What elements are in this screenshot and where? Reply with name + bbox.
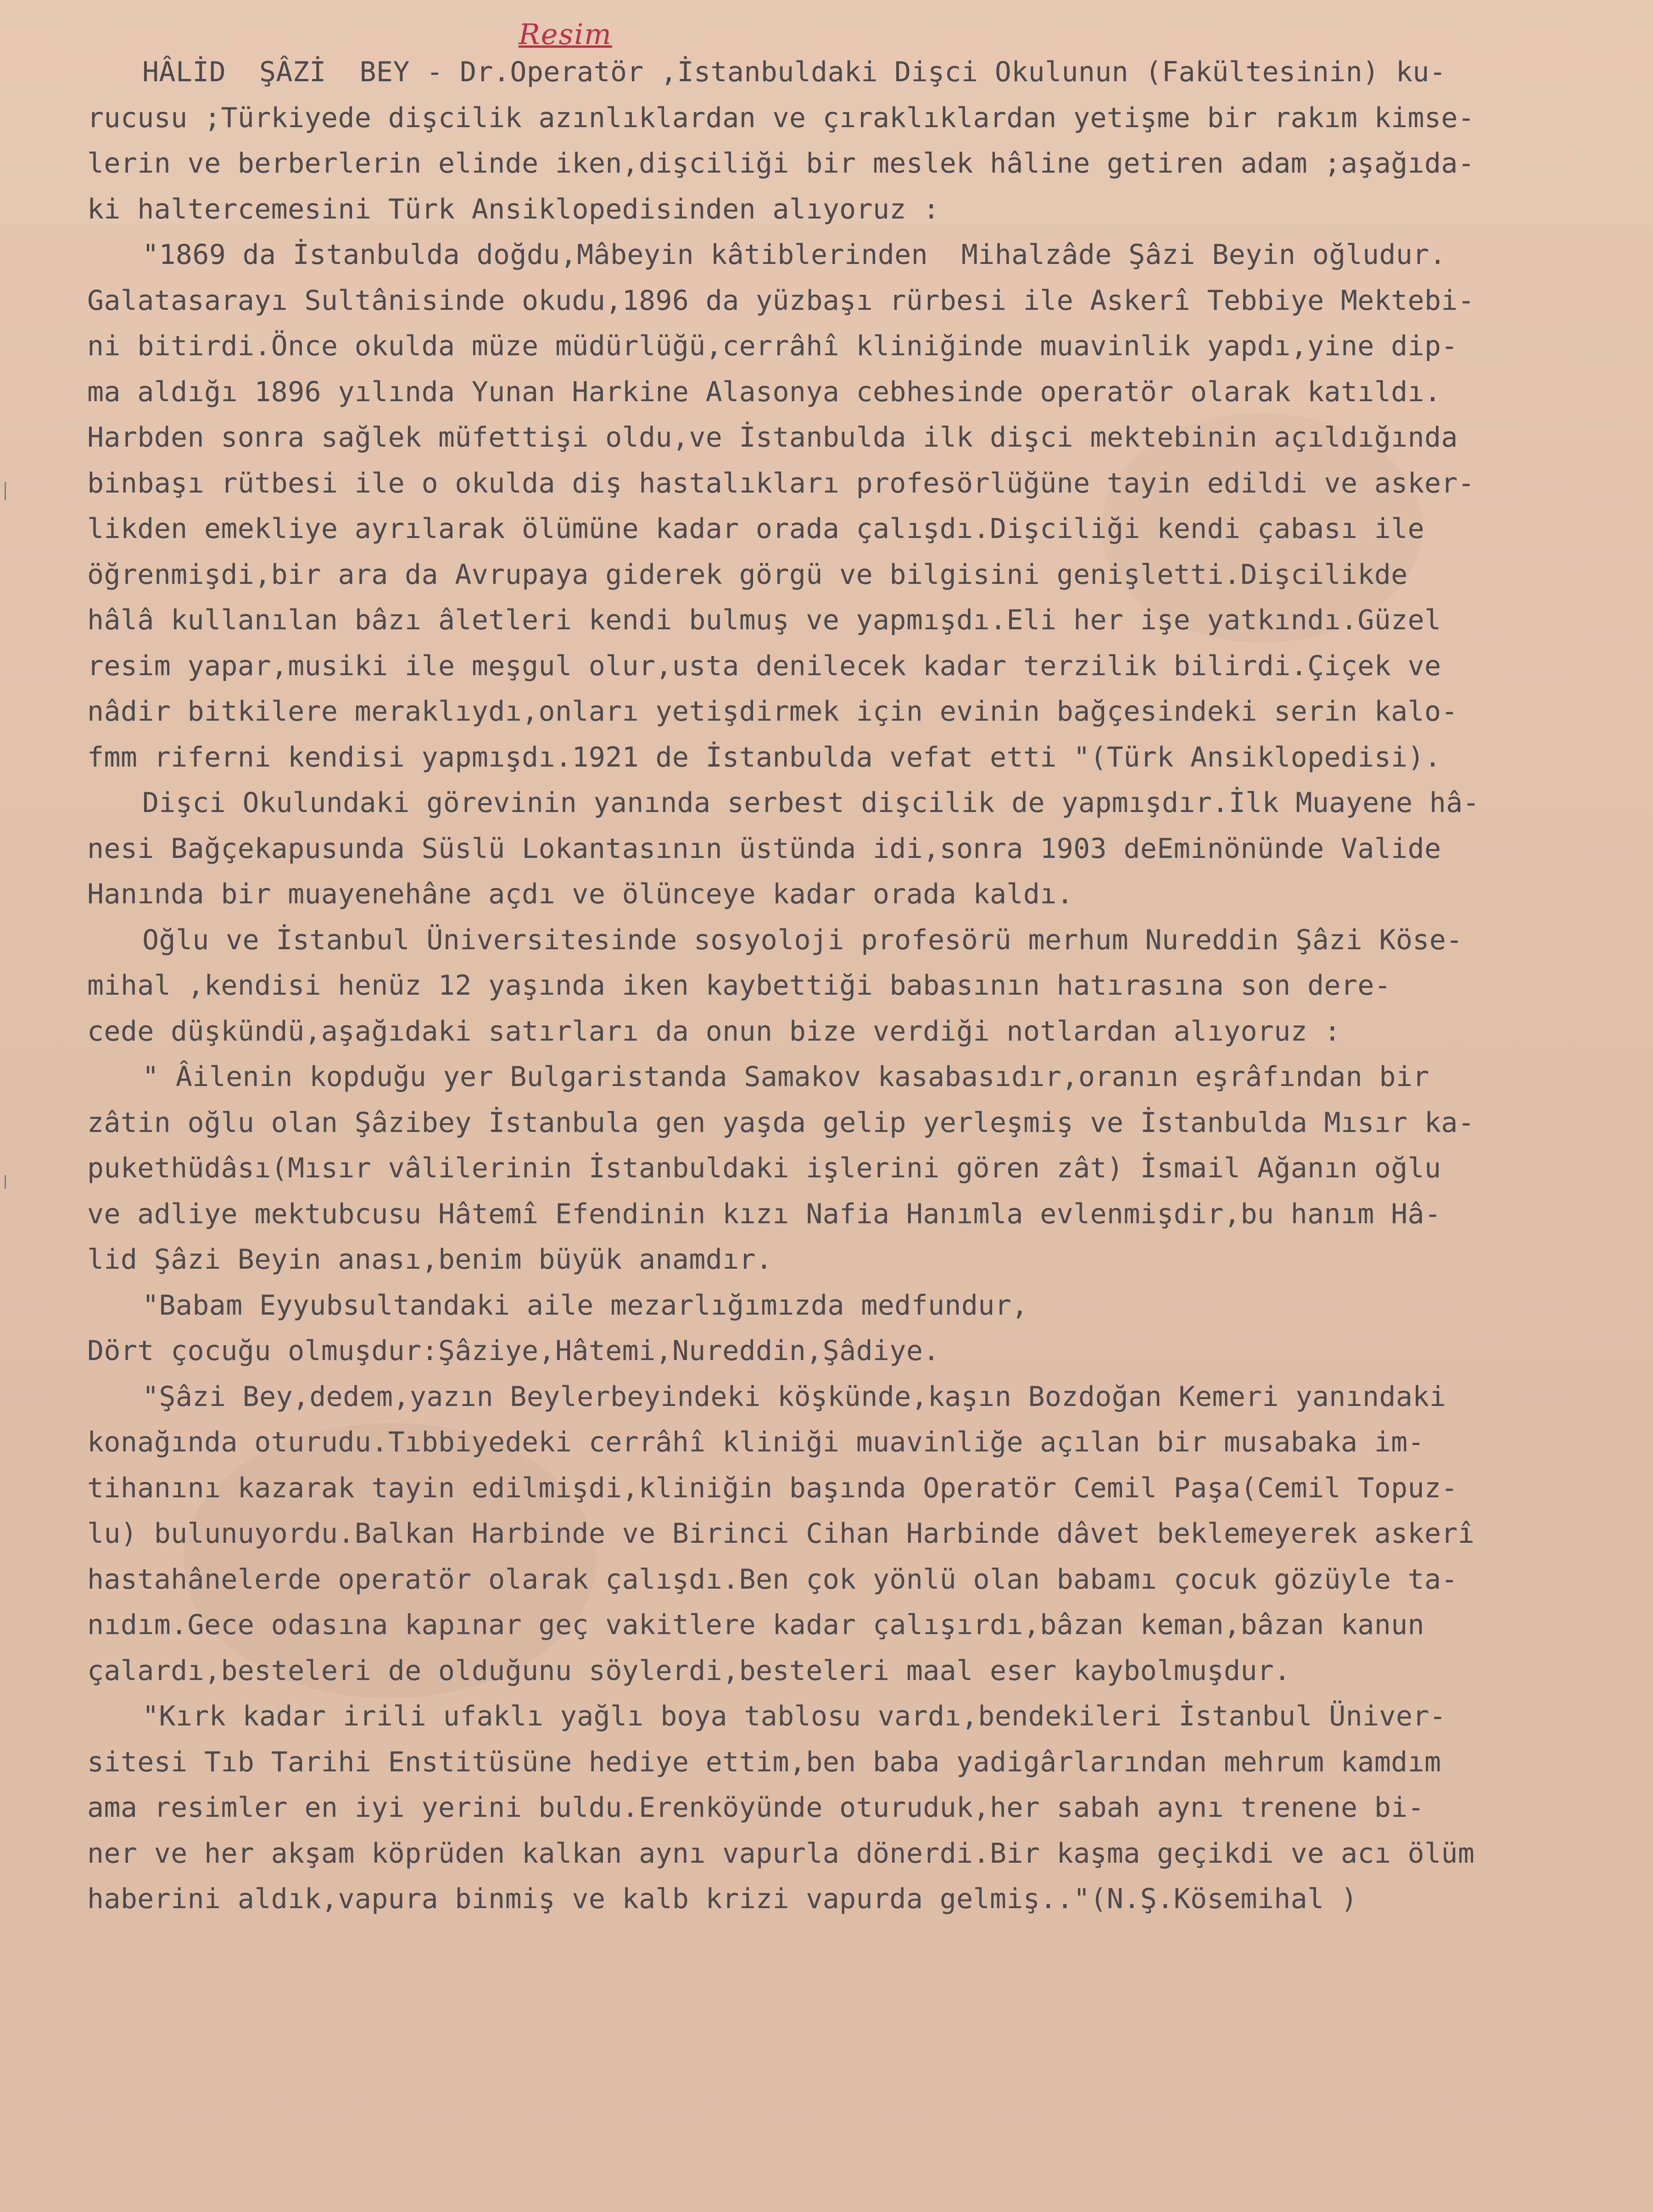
text-line: ma aldığı 1896 yılında Yunan Harkine Alasonya cebhesinde operatör olarak katıldı. bbox=[87, 375, 1441, 408]
text-line: nesi Bağçekapusunda Süslü Lokantasının üstünda idi,sonra 1903 deEminönünde Valide bbox=[87, 832, 1441, 865]
text-line: çalardı,besteleri de olduğunu söylerdi,besteleri maal eser kaybolmuşdur. bbox=[87, 1654, 1291, 1687]
text-line: " Âilenin kopduğu yer Bulgaristanda Samakov kasabasıdır,oranın eşrâfından bir bbox=[142, 1061, 1430, 1093]
text-line: ner ve her akşam köprüden kalkan aynı vapurla dönerdi.Bir kaşma geçikdi ve acı ölüm bbox=[87, 1837, 1475, 1870]
text-line: zâtin oğlu olan Şâzibey İstanbula gen yaşda gelip yerleşmiş ve İstanbulda Mısır ka- bbox=[87, 1106, 1475, 1139]
margin-mark bbox=[5, 1175, 6, 1189]
text-line: "Kırk kadar irili ufaklı yağlı boya tablosu vardı,bendekileri İstanbul Üniver- bbox=[142, 1700, 1446, 1732]
text-line: Hanında bir muayenehâne açdı ve ölünceye kadar orada kaldı. bbox=[87, 878, 1073, 910]
text-line: nâdir bitkilere meraklıydı,onları yetişdirmek için evinin bağçesindeki serin kalo- bbox=[87, 695, 1458, 728]
text-line: HÂLİD ŞÂZİ BEY - Dr.Operatör ,İstanbuldaki Dişci Okulunun (Fakültesinin) ku- bbox=[142, 56, 1446, 88]
text-line: Dişci Okulundaki görevinin yanında serbest dişcilik de yapmışdır.İlk Muayene hâ- bbox=[142, 787, 1480, 819]
text-line: resim yapar,musiki ile meşgul olur,usta denilecek kadar terzilik bilirdi.Çiçek ve bbox=[87, 650, 1441, 682]
text-line: hâlâ kullanılan bâzı âletleri kendi bulmuş ve yapmışdı.Eli her işe yatkındı.Güzel bbox=[87, 604, 1441, 636]
text-line: Oğlu ve İstanbul Üniversitesinde sosyoloji profesörü merhum Nureddin Şâzi Köse- bbox=[142, 924, 1463, 956]
text-line: ve adliye mektubcusu Hâtemî Efendinin kızı Nafia Hanımla evlenmişdir,bu hanım Hâ- bbox=[87, 1198, 1441, 1230]
text-line: rucusu ;Türkiyede dişcilik azınlıklardan ve çıraklıklardan yetişme bir rakım kimse- bbox=[87, 101, 1475, 134]
text-line: Harbden sonra sağlek müfettişi oldu,ve İstanbulda ilk dişci mektebinin açıldığında bbox=[87, 421, 1458, 454]
text-line: nıdım.Gece odasına kapınar geç vakitlere kadar çalışırdı,bâzan keman,bâzan kanun bbox=[87, 1609, 1424, 1641]
text-line: tihanını kazarak tayin edilmişdi,kliniğin başında Operatör Cemil Paşa(Cemil Topuz- bbox=[87, 1472, 1458, 1504]
text-line: haberini aldık,vapura binmiş ve kalb krizi vapurda gelmiş.."(N.Ş.Kösemihal ) bbox=[87, 1883, 1358, 1915]
text-line: cede düşkündü,aşağıdaki satırları da onun bize verdiği notlardan alıyoruz : bbox=[87, 1015, 1341, 1047]
text-line: ki haltercemesini Türk Ansiklopedisinden alıyoruz : bbox=[87, 193, 940, 225]
text-line: mihal ,kendisi henüz 12 yaşında iken kaybettiği babasının hatırasına son dere- bbox=[87, 969, 1391, 1002]
text-line: Galatasarayı Sultânisinde okudu,1896 da yüzbaşı rürbesi ile Askerî Tebbiye Mektebi- bbox=[87, 284, 1475, 317]
handwritten-note: Resim bbox=[519, 17, 612, 51]
text-line: Dört çocuğu olmuşdur:Şâziye,Hâtemi,Nureddin,Şâdiye. bbox=[87, 1335, 940, 1367]
text-line: "1869 da İstanbulda doğdu,Mâbeyin kâtiblerinden Mihalzâde Şâzi Beyin oğludur. bbox=[142, 239, 1446, 271]
text-line: "Şâzi Bey,dedem,yazın Beylerbeyindeki köşkünde,kaşın Bozdoğan Kemeri yanındaki bbox=[142, 1380, 1446, 1413]
text-line: hastahânelerde operatör olarak çalışdı.Ben çok yönlü olan babamı çocuk gözüyle ta- bbox=[87, 1563, 1458, 1596]
text-line: konağında oturudu.Tıbbiyedeki cerrâhî kliniği muavinliğe açılan bir musabaka im- bbox=[87, 1426, 1424, 1458]
text-line: lu) bulunuyordu.Balkan Harbinde ve Birinci Cihan Harbinde dâvet beklemeyerek askerî bbox=[87, 1518, 1475, 1550]
text-line: ni bitirdi.Önce okulda müze müdürlüğü,cerrâhî kliniğinde muavinlik yapdı,yine dip- bbox=[87, 330, 1458, 362]
text-line: binbaşı rütbesi ile o okulda diş hastalıkları profesörlüğüne tayin edildi ve asker- bbox=[87, 467, 1475, 499]
text-line: lerin ve berberlerin elinde iken,dişciliği bir meslek hâline getiren adam ;aşağıda- bbox=[87, 147, 1475, 179]
text-line: sitesi Tıb Tarihi Enstitüsüne hediye ettim,ben baba yadigârlarından mehrum kamdım bbox=[87, 1746, 1441, 1778]
text-line: likden emekliye ayrılarak ölümüne kadar orada çalışdı.Dişciliği kendi çabası ile bbox=[87, 513, 1424, 545]
text-line: ama resimler en iyi yerini buldu.Erenköyünde oturuduk,her sabah aynı trenene bi- bbox=[87, 1792, 1424, 1824]
typed-text-body bbox=[87, 50, 1629, 1922]
text-line: öğrenmişdi,bir ara da Avrupaya giderek görgü ve bilgisini genişletti.Dişcilikde bbox=[87, 558, 1408, 591]
text-line: fmm riferni kendisi yapmışdı.1921 de İstanbulda vefat etti "(Türk Ansiklopedisi). bbox=[87, 741, 1441, 773]
margin-mark bbox=[5, 482, 6, 500]
text-line: "Babam Eyyubsultandaki aile mezarlığımızda medfundur, bbox=[142, 1289, 1028, 1322]
text-line: lid Şâzi Beyin anası,benim büyük anamdır. bbox=[87, 1243, 773, 1276]
text-line: pukethüdâsı(Mısır vâlilerinin İstanbuldaki işlerini gören zât) İsmail Ağanın oğlu bbox=[87, 1152, 1441, 1184]
